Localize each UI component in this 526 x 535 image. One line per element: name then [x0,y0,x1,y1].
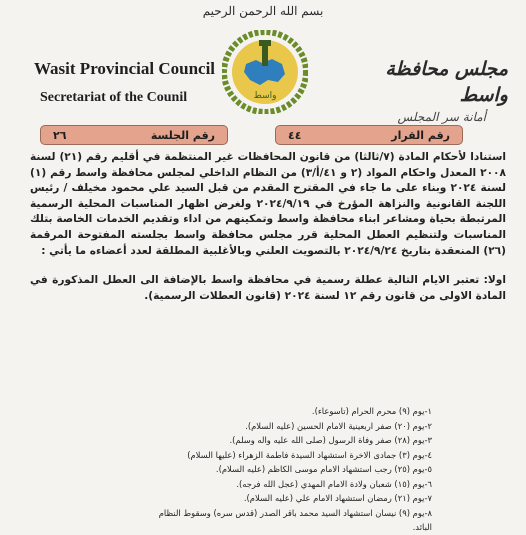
session-number-label: رقم الجلسة [150,128,215,142]
list-item: ٤-يوم (٣) جمادى الاخرة استشهاد السيدة فاطمة الزهراء (عليها السلام) [187,449,432,460]
decision-number-value: ٤٤ [288,128,302,142]
basmala: بسم الله الرحمن الرحيم [202,4,324,18]
first-clause-paragraph: اولا: تعتبر الايام التالية عطلة رسمية في محافظة واسط بالإضافة الى العطل المذكورة في المادة الاولى من قانون رقم ١٢ لسنة ٢٠٢٤ (قانون العطلات الرسمية). [30,274,506,302]
decision-number-label: رقم القرار [391,128,450,142]
list-item: ٣-يوم (٢٨) صفر وفاة الرسول (صلى الله عليه واله وسلم). [229,435,432,445]
council-logo [222,30,308,114]
secretariat-arabic: أمانة سر المجلس [397,110,486,124]
secretariat-english: Secretariat of the Counil [40,90,188,105]
list-item: ٨-يوم (٩) نيسان استشهاد السيد محمد باقر الصدر (قدس سره) وسقوط النظام البائد. [158,507,432,532]
logo-tower [262,44,268,66]
list-item: ٧-يوم (٢١) رمضان استشهاد الامام علي (عليه السلام). [243,493,432,503]
arabic-letterhead [338,56,508,124]
list-item: ١-يوم (٩) محرم الحرام (تاسوعاء). [311,406,432,416]
list-item: ٥-يوم (٢٥) رجب استشهاد الامام موسى الكاظم (عليه السلام). [215,464,432,474]
list-item: ٢-يوم (٢٠) صفر اربعينية الامام الحسين (عليه السلام). [245,420,432,431]
council-name-arabic: مجلس محافظة واسط [385,58,508,106]
logo-tower-top [259,40,271,46]
preamble-paragraph: استنادا لأحكام المادة (٧/ثالثا) من قانون المحافظات غير المنتظمة في أقليم رقم (٢١) لسنة ٢٠٠٨ المعدل واحكام المواد (٢ و ٤١/أ/٣) من النظام الداخلي لمجلس محافظة واسط رقم (١) لسنة ٢٠٢٤ وبناء على ما جاء في المقترح المقدم من قبل السيد علي محمود مخيلف / رئيس اللجنة القانونية والنزاهة المؤرخ في ٢٠٢٤/٩/١٩ ولغرض اظهار المناسبات المحلية الرسمية المرتبطة بحياة ومشاعر ابناء محافظة واسط وتمكينهم من اداء وتقديم الخدمات الخاصة بتلك المناسبات ولتنظيم العطل المحلية قرر مجلس محافظة واسط بجلسته المفتوحة المرقمة (٢٦) المنعقدة بتاريخ ٢٠٢٤/٩/٢٤ بالتصويت العلني وبالأغلبية المطلقة لعدد أعضاءه ما يأتي : [30,151,506,257]
decision-number-badge [275,125,463,145]
session-number-badge [40,125,228,145]
english-letterhead [34,58,224,107]
council-name-english: Wasit Provincial Council [34,59,216,78]
decision-body [30,150,506,304]
logo-caption: واسط [253,91,277,101]
list-item: ٦-يوم (١٥) شعبان ولادة الامام المهدي (عجل الله فرجه). [236,478,432,489]
session-number-value: ٢٦ [53,128,67,142]
holiday-list [150,404,432,535]
